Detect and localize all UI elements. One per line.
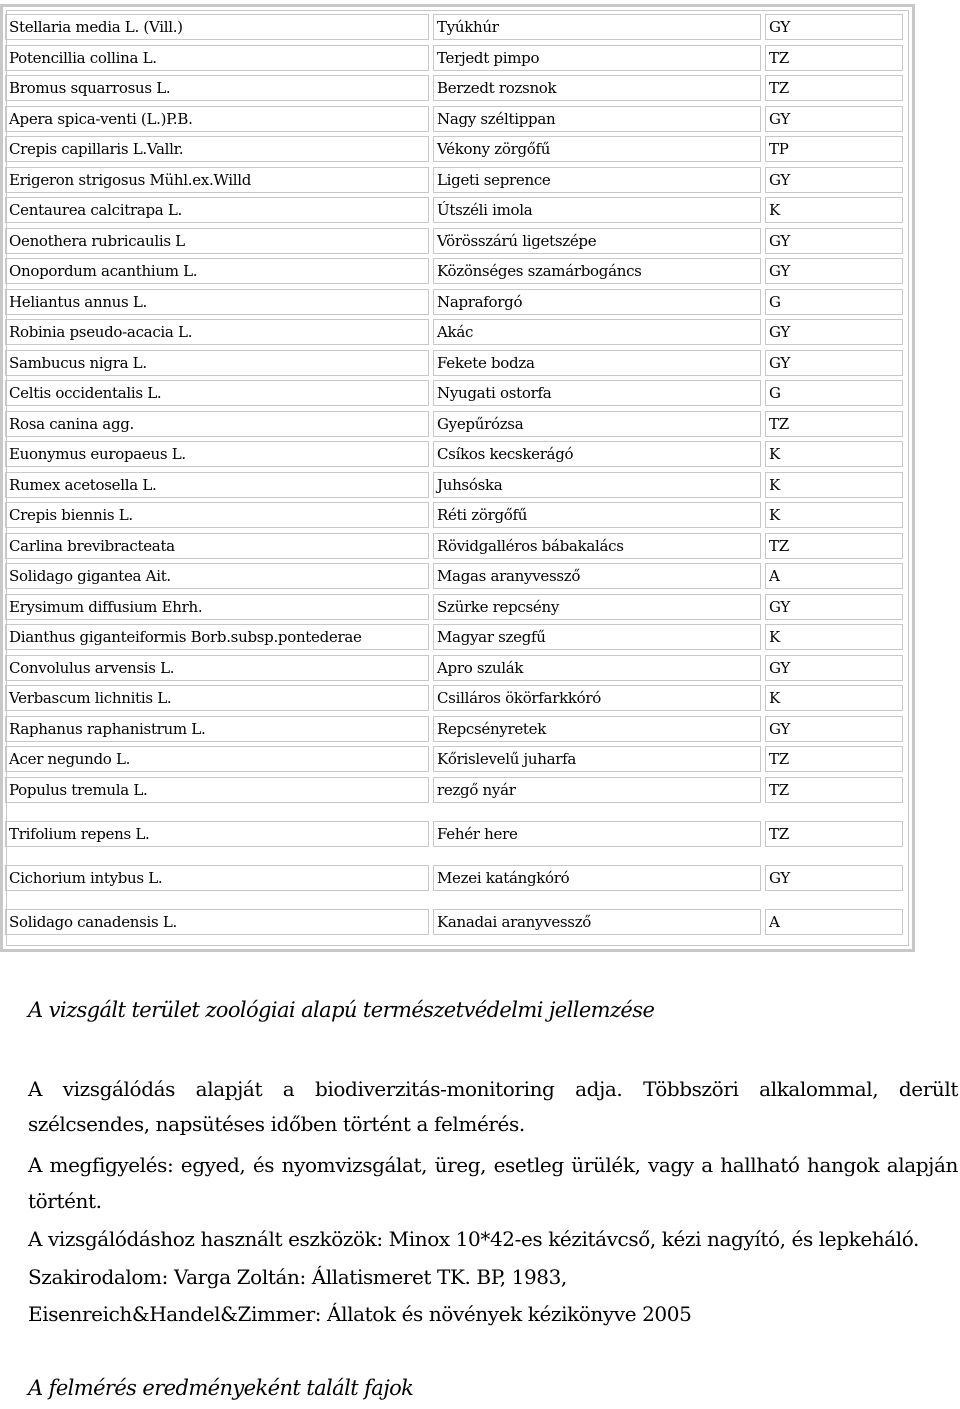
hungarian-name-cell: Útszéli imola <box>433 197 761 223</box>
latin-name-cell: Rosa canina agg. <box>5 411 429 437</box>
table-row <box>5 502 903 528</box>
latin-name-cell: Populus tremula L. <box>5 777 429 803</box>
latin-name-cell: Raphanus raphanistrum L. <box>5 716 429 742</box>
table-row <box>5 821 903 847</box>
paragraph-observation-line1: A megfigyelés: egyed, és nyomvizsgálat, üreg, esetleg ürülék, vagy a hallható hangok alapján <box>28 1153 958 1177</box>
hungarian-name-cell: Magas aranyvessző <box>433 563 761 589</box>
hungarian-name-cell: Ligeti seprence <box>433 167 761 193</box>
hungarian-name-cell: Szürke repcsény <box>433 594 761 620</box>
table-row <box>5 746 903 772</box>
table-row <box>5 563 903 589</box>
latin-name-cell: Euonymus europaeus L. <box>5 441 429 467</box>
hungarian-name-cell: Napraforgó <box>433 289 761 315</box>
hungarian-name-cell: Juhsóska <box>433 472 761 498</box>
table-row <box>5 533 903 559</box>
category-code-cell: TZ <box>765 411 903 437</box>
table-row <box>5 441 903 467</box>
category-code-cell: TP <box>765 136 903 162</box>
hungarian-name-cell: Csilláros ökörfarkkóró <box>433 685 761 711</box>
hungarian-name-cell: Gyepűrózsa <box>433 411 761 437</box>
category-code-cell: GY <box>765 106 903 132</box>
paragraph-method-line2: szélcsendes, napsütéses időben történt a felmérés. <box>28 1112 525 1136</box>
category-code-cell: A <box>765 563 903 589</box>
hungarian-name-cell: Vékony zörgőfű <box>433 136 761 162</box>
category-code-cell: K <box>765 685 903 711</box>
hungarian-name-cell: Repcsényretek <box>433 716 761 742</box>
latin-name-cell: Sambucus nigra L. <box>5 350 429 376</box>
hungarian-name-cell: Fehér here <box>433 821 761 847</box>
hungarian-name-cell: rezgő nyár <box>433 777 761 803</box>
latin-name-cell: Centaurea calcitrapa L. <box>5 197 429 223</box>
category-code-cell: GY <box>765 655 903 681</box>
category-code-cell: GY <box>765 716 903 742</box>
hungarian-name-cell: Kőrislevelű juharfa <box>433 746 761 772</box>
table-row <box>5 106 903 132</box>
latin-name-cell: Crepis capillaris L.Vallr. <box>5 136 429 162</box>
category-code-cell: GY <box>765 258 903 284</box>
latin-name-cell: Convolulus arvensis L. <box>5 655 429 681</box>
category-code-cell: K <box>765 472 903 498</box>
table-row <box>5 258 903 284</box>
category-code-cell: GY <box>765 167 903 193</box>
hungarian-name-cell: Mezei katángkóró <box>433 865 761 891</box>
category-code-cell: GY <box>765 594 903 620</box>
latin-name-cell: Robinia pseudo-acacia L. <box>5 319 429 345</box>
latin-name-cell: Erigeron strigosus Mühl.ex.Willd <box>5 167 429 193</box>
category-code-cell: TZ <box>765 533 903 559</box>
hungarian-name-cell: Rövidgalléros bábakalács <box>433 533 761 559</box>
hungarian-name-cell: Fekete bodza <box>433 350 761 376</box>
table-row <box>5 136 903 162</box>
table-row <box>5 14 903 40</box>
table-row <box>5 228 903 254</box>
category-code-cell: TZ <box>765 75 903 101</box>
latin-name-cell: Heliantus annus L. <box>5 289 429 315</box>
table-row <box>5 655 903 681</box>
latin-name-cell: Rumex acetosella L. <box>5 472 429 498</box>
category-code-cell: GY <box>765 865 903 891</box>
table-row <box>5 319 903 345</box>
hungarian-name-cell: Csíkos kecskerágó <box>433 441 761 467</box>
latin-name-cell: Apera spica-venti (L.)P.B. <box>5 106 429 132</box>
section-heading: A vizsgált terület zoológiai alapú természetvédelmi jellemzése <box>28 998 655 1022</box>
paragraph-literature: Szakirodalom: Varga Zoltán: Állatismeret TK. BP, 1983, <box>28 1265 567 1289</box>
category-code-cell: K <box>765 197 903 223</box>
latin-name-cell: Stellaria media L. (Vill.) <box>5 14 429 40</box>
hungarian-name-cell: Magyar szegfű <box>433 624 761 650</box>
hungarian-name-cell: Apro szulák <box>433 655 761 681</box>
table-row <box>5 594 903 620</box>
table-row <box>5 624 903 650</box>
category-code-cell: K <box>765 624 903 650</box>
hungarian-name-cell: Réti zörgőfű <box>433 502 761 528</box>
hungarian-name-cell: Vörösszárú ligetszépe <box>433 228 761 254</box>
latin-name-cell: Crepis biennis L. <box>5 502 429 528</box>
table-row <box>5 685 903 711</box>
category-code-cell: GY <box>765 319 903 345</box>
hungarian-name-cell: Berzedt rozsnok <box>433 75 761 101</box>
paragraph-method-line1: A vizsgálódás alapját a biodiverzitás-monitoring adja. Többszöri alkalommal, derült <box>28 1077 958 1101</box>
paragraph-tools: A vizsgálódáshoz használt eszközök: Minox 10*42-es kézitávcső, kézi nagyító, és lepkeháló. <box>28 1227 920 1251</box>
hungarian-name-cell: Nyugati ostorfa <box>433 380 761 406</box>
latin-name-cell: Celtis occidentalis L. <box>5 380 429 406</box>
category-code-cell: GY <box>765 228 903 254</box>
hungarian-name-cell: Kanadai aranyvessző <box>433 909 761 935</box>
category-code-cell: GY <box>765 14 903 40</box>
category-code-cell: TZ <box>765 821 903 847</box>
category-code-cell: TZ <box>765 777 903 803</box>
category-code-cell: TZ <box>765 45 903 71</box>
category-code-cell: G <box>765 289 903 315</box>
hungarian-name-cell: Tyúkhúr <box>433 14 761 40</box>
latin-name-cell: Onopordum acanthium L. <box>5 258 429 284</box>
latin-name-cell: Carlina brevibracteata <box>5 533 429 559</box>
category-code-cell: K <box>765 441 903 467</box>
table-row <box>5 716 903 742</box>
latin-name-cell: Bromus squarrosus L. <box>5 75 429 101</box>
table-row <box>5 197 903 223</box>
hungarian-name-cell: Nagy széltippan <box>433 106 761 132</box>
table-row <box>5 865 903 891</box>
latin-name-cell: Solidago gigantea Ait. <box>5 563 429 589</box>
category-code-cell: K <box>765 502 903 528</box>
paragraph-literature-2: Eisenreich&Handel&Zimmer: Állatok és növények kézikönyve 2005 <box>28 1302 692 1326</box>
table-row <box>5 45 903 71</box>
table-row <box>5 472 903 498</box>
hungarian-name-cell: Közönséges szamárbogáncs <box>433 258 761 284</box>
table-row <box>5 411 903 437</box>
hungarian-name-cell: Akác <box>433 319 761 345</box>
hungarian-name-cell: Terjedt pimpo <box>433 45 761 71</box>
latin-name-cell: Trifolium repens L. <box>5 821 429 847</box>
category-code-cell: TZ <box>765 746 903 772</box>
paragraph-observation-line2: történt. <box>28 1189 102 1213</box>
table-row <box>5 75 903 101</box>
latin-name-cell: Solidago canadensis L. <box>5 909 429 935</box>
table-row <box>5 350 903 376</box>
category-code-cell: G <box>765 380 903 406</box>
latin-name-cell: Potencillia collina L. <box>5 45 429 71</box>
latin-name-cell: Oenothera rubricaulis L <box>5 228 429 254</box>
table-row <box>5 380 903 406</box>
latin-name-cell: Erysimum diffusium Ehrh. <box>5 594 429 620</box>
category-code-cell: A <box>765 909 903 935</box>
latin-name-cell: Dianthus giganteiformis Borb.subsp.pontederae <box>5 624 429 650</box>
category-code-cell: GY <box>765 350 903 376</box>
table-row <box>5 777 903 803</box>
table-row <box>5 909 903 935</box>
section-heading-results: A felmérés eredményeként talált fajok <box>28 1376 414 1400</box>
latin-name-cell: Cichorium intybus L. <box>5 865 429 891</box>
latin-name-cell: Verbascum lichnitis L. <box>5 685 429 711</box>
table-row <box>5 289 903 315</box>
latin-name-cell: Acer negundo L. <box>5 746 429 772</box>
table-row <box>5 167 903 193</box>
